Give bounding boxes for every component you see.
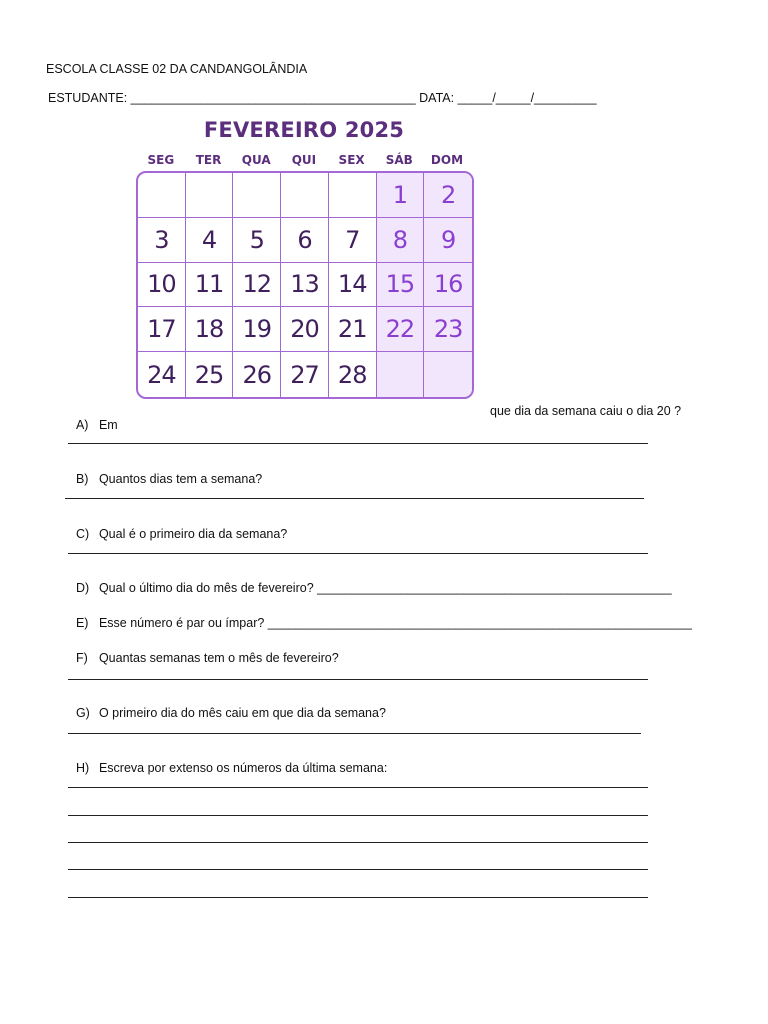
calendar-day: 16	[424, 263, 472, 308]
calendar-day: 22	[377, 307, 425, 352]
calendar-day: 11	[186, 263, 234, 308]
question-letter: D)	[75, 581, 90, 595]
question-f-text: Quantas semanas tem o mês de fevereiro?	[98, 651, 339, 665]
calendar-day: 9	[424, 218, 472, 263]
calendar-day: 21	[329, 307, 377, 352]
calendar-day: 25	[186, 352, 234, 397]
calendar-day: 23	[424, 307, 472, 352]
answer-line[interactable]	[68, 443, 648, 444]
question-g	[69, 692, 386, 720]
calendar-day: 7	[329, 218, 377, 263]
question-letter: A)	[75, 418, 89, 432]
question-a	[69, 404, 118, 432]
question-c-text: Qual é o primeiro dia da semana?	[98, 527, 288, 541]
question-letter: G)	[75, 706, 90, 720]
calendar-day: 6	[281, 218, 329, 263]
calendar-empty-cell	[377, 352, 425, 397]
calendar-day: 5	[233, 218, 281, 263]
calendar-empty-cell	[329, 173, 377, 218]
calendar-empty-cell	[233, 173, 281, 218]
calendar-day: 14	[329, 263, 377, 308]
weekday-label: SEX	[338, 153, 365, 167]
question-a-text-start: Em	[98, 418, 118, 432]
calendar-empty-cell	[281, 173, 329, 218]
weekday-label: QUI	[291, 153, 317, 167]
calendar-day: 8	[377, 218, 425, 263]
calendar-grid	[136, 171, 474, 399]
question-c	[69, 513, 287, 541]
question-letter: H)	[75, 761, 90, 775]
calendar-title: FEVEREIRO 2025	[203, 118, 405, 142]
answer-line[interactable]	[68, 815, 648, 816]
question-f	[69, 637, 339, 665]
calendar-day: 19	[233, 307, 281, 352]
calendar-day: 12	[233, 263, 281, 308]
answer-line[interactable]	[68, 679, 648, 680]
question-letter: C)	[75, 527, 90, 541]
question-h-text: Escreva por extenso os números da última semana:	[98, 761, 388, 775]
calendar-day: 15	[377, 263, 425, 308]
weekday-label: QUA	[241, 153, 271, 167]
answer-line[interactable]	[68, 842, 648, 843]
calendar-day: 10	[138, 263, 186, 308]
weekday-label: TER	[195, 153, 222, 167]
answer-line[interactable]	[68, 787, 648, 788]
calendar-empty-cell	[186, 173, 234, 218]
weekday-header	[137, 153, 471, 169]
question-e	[69, 602, 692, 630]
calendar-day: 27	[281, 352, 329, 397]
calendar	[135, 118, 473, 400]
calendar-day: 13	[281, 263, 329, 308]
calendar-day: 20	[281, 307, 329, 352]
question-e-text: Esse número é par ou ímpar? _____________________________________________________________	[98, 616, 692, 630]
school-name: ESCOLA CLASSE 02 DA CANDANGOLÂNDIA	[46, 62, 308, 76]
answer-line[interactable]	[68, 897, 648, 898]
calendar-day: 17	[138, 307, 186, 352]
calendar-day: 3	[138, 218, 186, 263]
question-letter: E)	[75, 616, 89, 630]
answer-line[interactable]	[65, 498, 644, 499]
weekday-label: DOM	[430, 153, 464, 167]
calendar-day: 1	[377, 173, 425, 218]
question-letter: B)	[75, 472, 89, 486]
calendar-day: 4	[186, 218, 234, 263]
question-b	[69, 458, 262, 486]
answer-line[interactable]	[68, 869, 648, 870]
calendar-day: 2	[424, 173, 472, 218]
question-a-text-end: que dia da semana caiu o dia 20 ?	[490, 404, 682, 418]
question-d	[69, 567, 672, 595]
question-letter: F)	[75, 651, 88, 665]
weekday-label: SEG	[147, 153, 175, 167]
calendar-day: 26	[233, 352, 281, 397]
answer-line[interactable]	[68, 733, 641, 734]
answer-line[interactable]	[68, 553, 648, 554]
student-date-line: ESTUDANTE: _________________________________________ DATA: _____/_____/_________	[48, 91, 597, 105]
weekday-label: SÁB	[385, 153, 413, 167]
calendar-day: 28	[329, 352, 377, 397]
calendar-empty-cell	[138, 173, 186, 218]
calendar-day: 18	[186, 307, 234, 352]
question-d-text: Qual o último dia do mês de fevereiro? ___________________________________________________	[98, 581, 672, 595]
calendar-empty-cell	[424, 352, 472, 397]
question-g-text: O primeiro dia do mês caiu em que dia da semana?	[98, 706, 386, 720]
calendar-day: 24	[138, 352, 186, 397]
question-b-text: Quantos dias tem a semana?	[98, 472, 263, 486]
question-h	[69, 747, 387, 775]
